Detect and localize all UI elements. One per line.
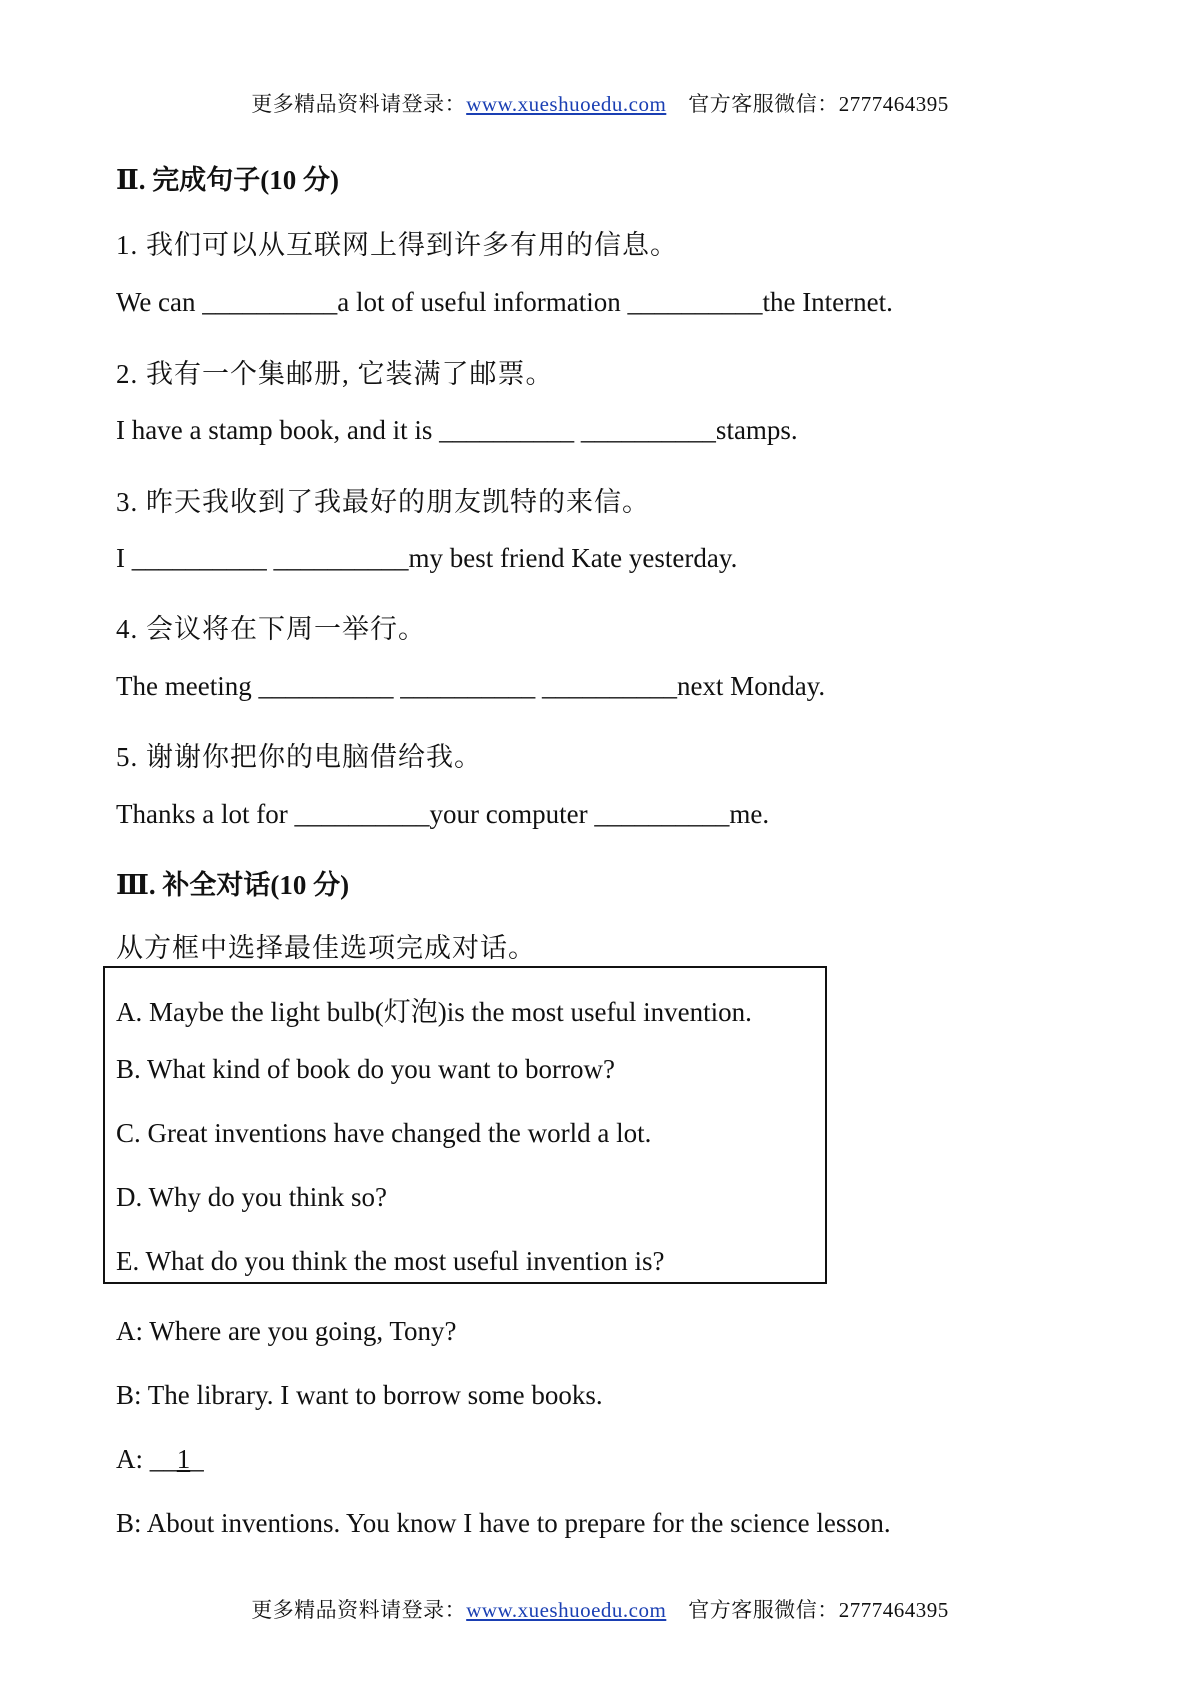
option-b: B. What kind of book do you want to borrow? bbox=[116, 1054, 615, 1084]
page-header bbox=[0, 88, 1200, 118]
dialogue-speaker-a: A: bbox=[116, 1444, 150, 1474]
q2-chinese: 2. 我有一个集邮册, 它装满了邮票。 bbox=[116, 359, 554, 389]
dialogue-line-3 bbox=[116, 1444, 204, 1475]
page-footer bbox=[0, 1594, 1200, 1624]
section-iii-title: Ⅲ. 补全对话(10 分) bbox=[116, 870, 350, 900]
header-text: 更多精品资料请登录： bbox=[251, 92, 467, 116]
blank-1-number: 1 bbox=[176, 1444, 191, 1474]
section-ii-title: Ⅱ. 完成句子(10 分) bbox=[116, 165, 339, 195]
option-c: C. Great inventions have changed the world a lot. bbox=[116, 1118, 652, 1148]
section-iii-instruction: 从方框中选择最佳选项完成对话。 bbox=[116, 933, 536, 963]
q4-english: The meeting __________ __________ __________next Monday. bbox=[116, 671, 826, 701]
q1-english: We can __________a lot of useful information __________the Internet. bbox=[116, 287, 893, 317]
q1-chinese: 1. 我们可以从互联网上得到许多有用的信息。 bbox=[116, 230, 678, 260]
q5-chinese: 5. 谢谢你把你的电脑借给我。 bbox=[116, 742, 482, 772]
dialogue-line-1: A: Where are you going, Tony? bbox=[116, 1316, 457, 1346]
q2-english: I have a stamp book, and it is __________ __________stamps. bbox=[116, 415, 798, 445]
footer-link[interactable]: www.xueshuoedu.com bbox=[466, 1598, 667, 1622]
option-d: D. Why do you think so? bbox=[116, 1182, 387, 1212]
footer-text: 更多精品资料请登录： bbox=[251, 1598, 467, 1622]
footer-service: 官方客服微信：2777464395 bbox=[688, 1598, 949, 1622]
header-service: 官方客服微信：2777464395 bbox=[688, 92, 949, 116]
dialogue-line-4: B: About inventions. You know I have to prepare for the science lesson. bbox=[116, 1508, 891, 1538]
header-link[interactable]: www.xueshuoedu.com bbox=[466, 92, 667, 116]
dialogue-line-2: B: The library. I want to borrow some books. bbox=[116, 1380, 603, 1410]
option-a: A. Maybe the light bulb(灯泡)is the most useful invention. bbox=[116, 997, 752, 1027]
q3-english: I __________ __________my best friend Kate yesterday. bbox=[116, 543, 738, 573]
q3-chinese: 3. 昨天我收到了我最好的朋友凯特的来信。 bbox=[116, 487, 650, 517]
option-e: E. What do you think the most useful invention is? bbox=[116, 1246, 665, 1276]
blank-1-prefix: __ bbox=[149, 1444, 177, 1474]
q5-english: Thanks a lot for __________your computer __________me. bbox=[116, 799, 770, 829]
blank-1-suffix: _ bbox=[190, 1444, 204, 1474]
q4-chinese: 4. 会议将在下周一举行。 bbox=[116, 614, 426, 644]
